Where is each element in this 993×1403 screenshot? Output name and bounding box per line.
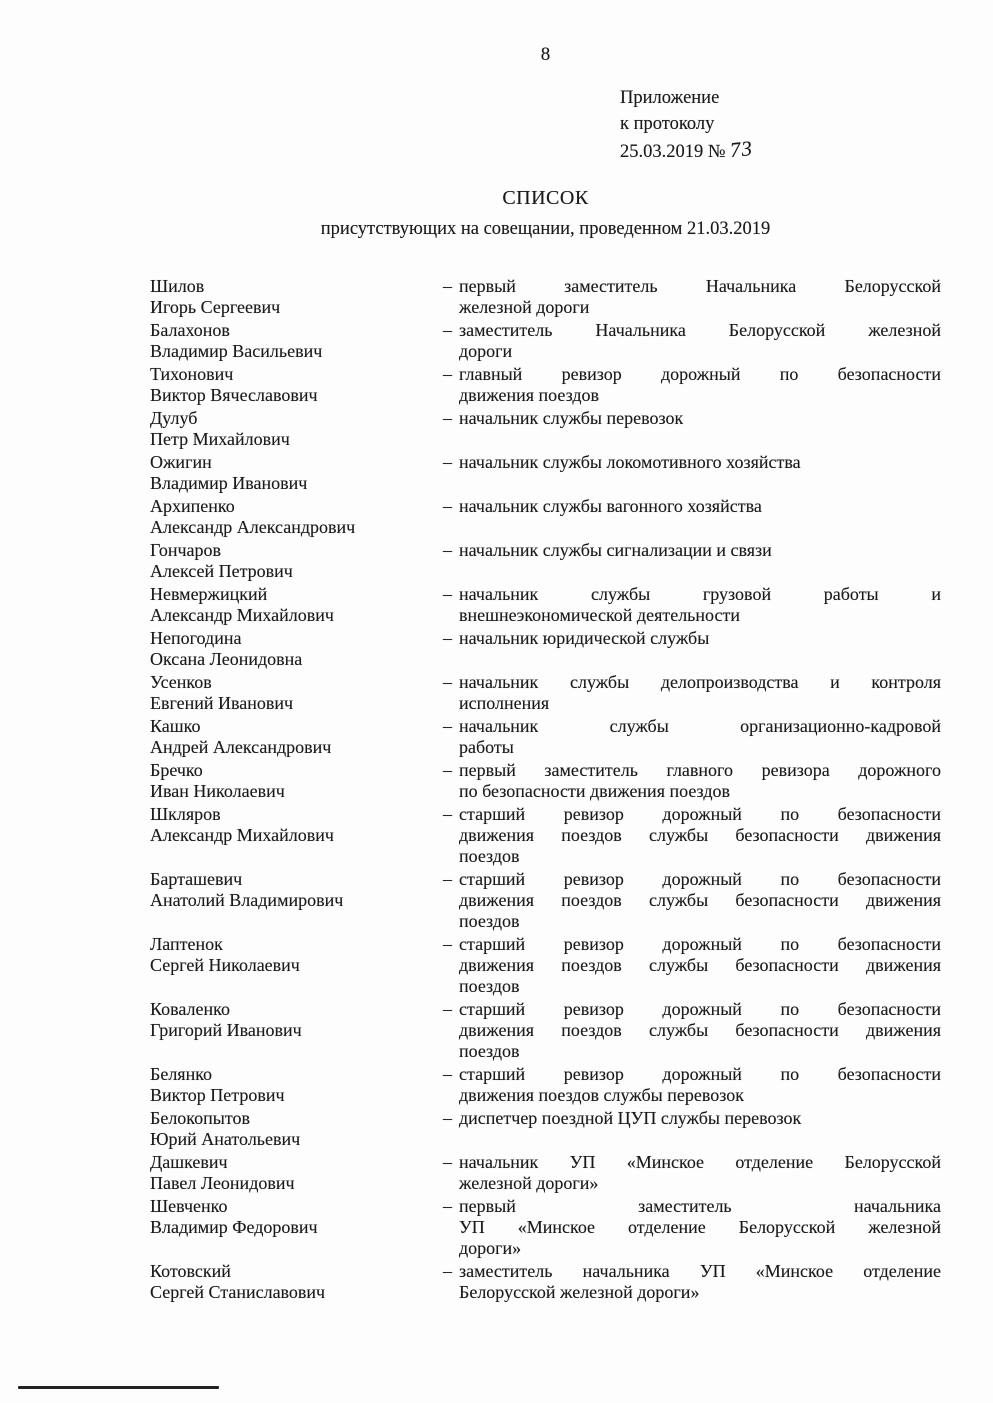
appendix-line-2: к протоколу	[620, 114, 715, 134]
attendee-role	[443, 452, 941, 494]
attendee-name	[150, 1108, 443, 1150]
role-line: дороги	[459, 341, 513, 361]
attendee-surname: Барташевич	[150, 869, 243, 889]
attendee-row	[150, 934, 941, 997]
role-line: поездов	[459, 911, 520, 931]
role-dash: –	[443, 452, 452, 472]
role-line: начальник службы локомотивного хозяйства	[459, 452, 801, 472]
role-line: старший ревизор дорожный по безопасности	[459, 869, 941, 889]
role-line: первый заместитель начальника	[459, 1196, 941, 1216]
attendee-role	[443, 1152, 941, 1194]
role-dash: –	[443, 1064, 452, 1084]
appendix-block	[620, 85, 753, 165]
role-line: железной дороги	[459, 297, 590, 317]
attendee-role	[443, 364, 941, 406]
attendee-row	[150, 408, 941, 450]
attendee-surname: Архипенко	[150, 496, 235, 516]
role-line: по безопасности движения поездов	[459, 781, 730, 801]
role-dash: –	[443, 584, 452, 604]
role-line: поездов	[459, 976, 520, 996]
attendee-surname: Белянко	[150, 1064, 213, 1084]
role-line: начальник УП «Минское отделение Белорусской	[459, 1152, 941, 1172]
protocol-date: 25.03.2019	[620, 142, 704, 162]
role-dash: –	[443, 934, 452, 954]
attendee-given-names: Оксана Леонидовна	[150, 649, 303, 669]
role-dash: –	[443, 1196, 452, 1216]
attendee-surname: Гончаров	[150, 540, 221, 560]
role-dash: –	[443, 804, 452, 824]
role-line: УП «Минское отделение Белорусской железной	[459, 1217, 941, 1237]
attendee-surname: Коваленко	[150, 999, 230, 1019]
document-subtitle: присутствующих на совещании, проведенном 21.03.2019	[320, 219, 771, 239]
role-line: поездов	[459, 846, 520, 866]
attendee-name	[150, 760, 443, 802]
attendee-given-names: Владимир Васильевич	[150, 341, 323, 361]
attendee-name	[150, 804, 443, 867]
attendee-given-names: Александр Александрович	[150, 517, 356, 537]
attendee-row	[150, 276, 941, 318]
attendee-role	[443, 320, 941, 362]
attendee-row	[150, 1261, 941, 1303]
role-line: заместитель начальника УП «Минское отделение	[459, 1261, 941, 1281]
role-line: дороги»	[459, 1238, 522, 1258]
attendee-given-names: Виктор Петрович	[150, 1085, 285, 1105]
role-dash: –	[443, 364, 452, 384]
role-dash: –	[443, 276, 452, 296]
appendix-line-1: Приложение	[620, 88, 720, 108]
attendee-row	[150, 364, 941, 406]
role-line: главный ревизор дорожный по безопасности	[459, 364, 941, 384]
attendee-surname: Дулуб	[150, 408, 198, 428]
document-title: СПИСОК	[502, 187, 589, 209]
role-line: начальник службы грузовой работы и	[459, 584, 941, 604]
attendee-role	[443, 1261, 941, 1303]
attendee-role	[443, 1196, 941, 1259]
role-line: движения поездов	[459, 385, 600, 405]
attendee-name	[150, 408, 443, 450]
protocol-date-line	[620, 137, 753, 165]
role-dash: –	[443, 496, 452, 516]
attendee-given-names: Григорий Иванович	[150, 1020, 302, 1040]
attendee-row	[150, 1152, 941, 1194]
attendee-role	[443, 276, 941, 318]
attendee-surname: Шевченко	[150, 1196, 228, 1216]
attendee-name	[150, 628, 443, 670]
role-dash: –	[443, 320, 452, 340]
attendee-given-names: Владимир Федорович	[150, 1217, 318, 1237]
attendee-name	[150, 496, 443, 538]
attendee-given-names: Андрей Александрович	[150, 737, 332, 757]
attendee-role	[443, 1064, 941, 1106]
attendee-role	[443, 804, 941, 867]
attendee-given-names: Юрий Анатольевич	[150, 1129, 301, 1149]
attendee-given-names: Александр Михайлович	[150, 605, 334, 625]
attendee-name	[150, 540, 443, 582]
role-line: заместитель Начальника Белорусской железной	[459, 320, 941, 340]
footer-separator-line	[18, 1386, 219, 1389]
attendee-name	[150, 999, 443, 1062]
role-line: начальник службы сигнализации и связи	[459, 540, 772, 560]
role-dash: –	[443, 1108, 452, 1128]
attendee-surname: Тихонович	[150, 364, 234, 384]
number-sign: №	[707, 142, 726, 162]
attendee-row	[150, 452, 941, 494]
attendee-surname: Шкляров	[150, 804, 221, 824]
attendee-name	[150, 716, 443, 758]
attendee-given-names: Алексей Петрович	[150, 561, 293, 581]
attendee-list	[150, 276, 941, 1305]
attendee-role	[443, 760, 941, 802]
attendee-name	[150, 452, 443, 494]
attendee-row	[150, 999, 941, 1062]
attendee-surname: Белокопытов	[150, 1108, 250, 1128]
attendee-row	[150, 716, 941, 758]
attendee-role	[443, 1108, 941, 1150]
attendee-row	[150, 1064, 941, 1106]
attendee-surname: Бречко	[150, 760, 203, 780]
attendee-role	[443, 408, 941, 450]
role-line: старший ревизор дорожный по безопасности	[459, 804, 941, 824]
attendee-name	[150, 672, 443, 714]
attendee-given-names: Сергей Николаевич	[150, 955, 300, 975]
role-dash: –	[443, 869, 452, 889]
role-line: работы	[459, 737, 514, 757]
role-dash: –	[443, 408, 452, 428]
role-dash: –	[443, 760, 452, 780]
attendee-row	[150, 496, 941, 538]
attendee-name	[150, 584, 443, 626]
attendee-surname: Кашко	[150, 716, 201, 736]
attendee-row	[150, 672, 941, 714]
role-dash: –	[443, 628, 452, 648]
attendee-role	[443, 540, 941, 582]
role-line: старший ревизор дорожный по безопасности	[459, 934, 941, 954]
attendee-name	[150, 276, 443, 318]
attendee-role	[443, 934, 941, 997]
attendee-name	[150, 1152, 443, 1194]
attendee-surname: Усенков	[150, 672, 212, 692]
role-line: старший ревизор дорожный по безопасности	[459, 999, 941, 1019]
attendee-surname: Лаптенок	[150, 934, 223, 954]
role-line: начальник службы делопроизводства и контроля	[459, 672, 941, 692]
attendee-surname: Невмержицкий	[150, 584, 268, 604]
attendee-row	[150, 320, 941, 362]
protocol-number-handwritten: 73	[728, 135, 755, 163]
attendee-given-names: Иван Николаевич	[150, 781, 285, 801]
attendee-surname: Шилов	[150, 276, 205, 296]
attendee-row	[150, 1196, 941, 1259]
attendee-row	[150, 804, 941, 867]
role-dash: –	[443, 1261, 452, 1281]
role-line: начальник службы перевозок	[459, 408, 684, 428]
attendee-surname: Дашкевич	[150, 1152, 228, 1172]
attendee-row	[150, 584, 941, 626]
attendee-role	[443, 496, 941, 538]
role-line: первый заместитель Начальника Белорусской	[459, 276, 941, 296]
attendee-name	[150, 869, 443, 932]
role-line: движения поездов службы безопасности движения	[459, 1020, 941, 1040]
attendee-given-names: Павел Леонидович	[150, 1173, 295, 1193]
attendee-surname: Ожигин	[150, 452, 212, 472]
role-line: первый заместитель главного ревизора дорожного	[459, 760, 941, 780]
attendee-given-names: Игорь Сергеевич	[150, 297, 281, 317]
attendee-surname: Непогодина	[150, 628, 242, 648]
attendee-row	[150, 1108, 941, 1150]
attendee-role	[443, 628, 941, 670]
role-line: внешнеэкономической деятельности	[459, 605, 740, 625]
attendee-role	[443, 716, 941, 758]
attendee-row	[150, 760, 941, 802]
attendee-row	[150, 869, 941, 932]
attendee-name	[150, 1196, 443, 1259]
role-dash: –	[443, 716, 452, 736]
attendee-row	[150, 540, 941, 582]
attendee-name	[150, 320, 443, 362]
page-number: 8	[540, 44, 551, 65]
attendee-surname: Балахонов	[150, 320, 230, 340]
role-line: Белорусской железной дороги»	[459, 1282, 700, 1302]
attendee-given-names: Анатолий Владимирович	[150, 890, 344, 910]
role-line: начальник юридической службы	[459, 628, 710, 648]
role-line: начальник службы вагонного хозяйства	[459, 496, 762, 516]
role-line: движения поездов службы перевозок	[459, 1085, 744, 1105]
attendee-row	[150, 628, 941, 670]
role-line: начальник службы организационно-кадровой	[459, 716, 941, 736]
attendee-role	[443, 672, 941, 714]
role-line: исполнения	[459, 693, 550, 713]
attendee-role	[443, 999, 941, 1062]
attendee-given-names: Виктор Вячеславович	[150, 385, 318, 405]
role-dash: –	[443, 540, 452, 560]
role-line: движения поездов службы безопасности движения	[459, 825, 941, 845]
attendee-given-names: Владимир Иванович	[150, 473, 308, 493]
attendee-name	[150, 934, 443, 997]
attendee-name	[150, 1261, 443, 1303]
attendee-given-names: Петр Михайлович	[150, 429, 290, 449]
role-line: движения поездов службы безопасности движения	[459, 890, 941, 910]
role-line: диспетчер поездной ЦУП службы перевозок	[459, 1108, 802, 1128]
attendee-given-names: Александр Михайлович	[150, 825, 334, 845]
role-line: железной дороги»	[459, 1173, 599, 1193]
attendee-given-names: Евгений Иванович	[150, 693, 294, 713]
attendee-name	[150, 1064, 443, 1106]
attendee-given-names: Сергей Станиславович	[150, 1282, 326, 1302]
attendee-surname: Котовский	[150, 1261, 231, 1281]
attendee-role	[443, 584, 941, 626]
attendee-name	[150, 364, 443, 406]
attendee-role	[443, 869, 941, 932]
role-dash: –	[443, 672, 452, 692]
role-dash: –	[443, 999, 452, 1019]
role-line: движения поездов службы безопасности движения	[459, 955, 941, 975]
role-line: поездов	[459, 1041, 520, 1061]
role-line: старший ревизор дорожный по безопасности	[459, 1064, 941, 1084]
role-dash: –	[443, 1152, 452, 1172]
